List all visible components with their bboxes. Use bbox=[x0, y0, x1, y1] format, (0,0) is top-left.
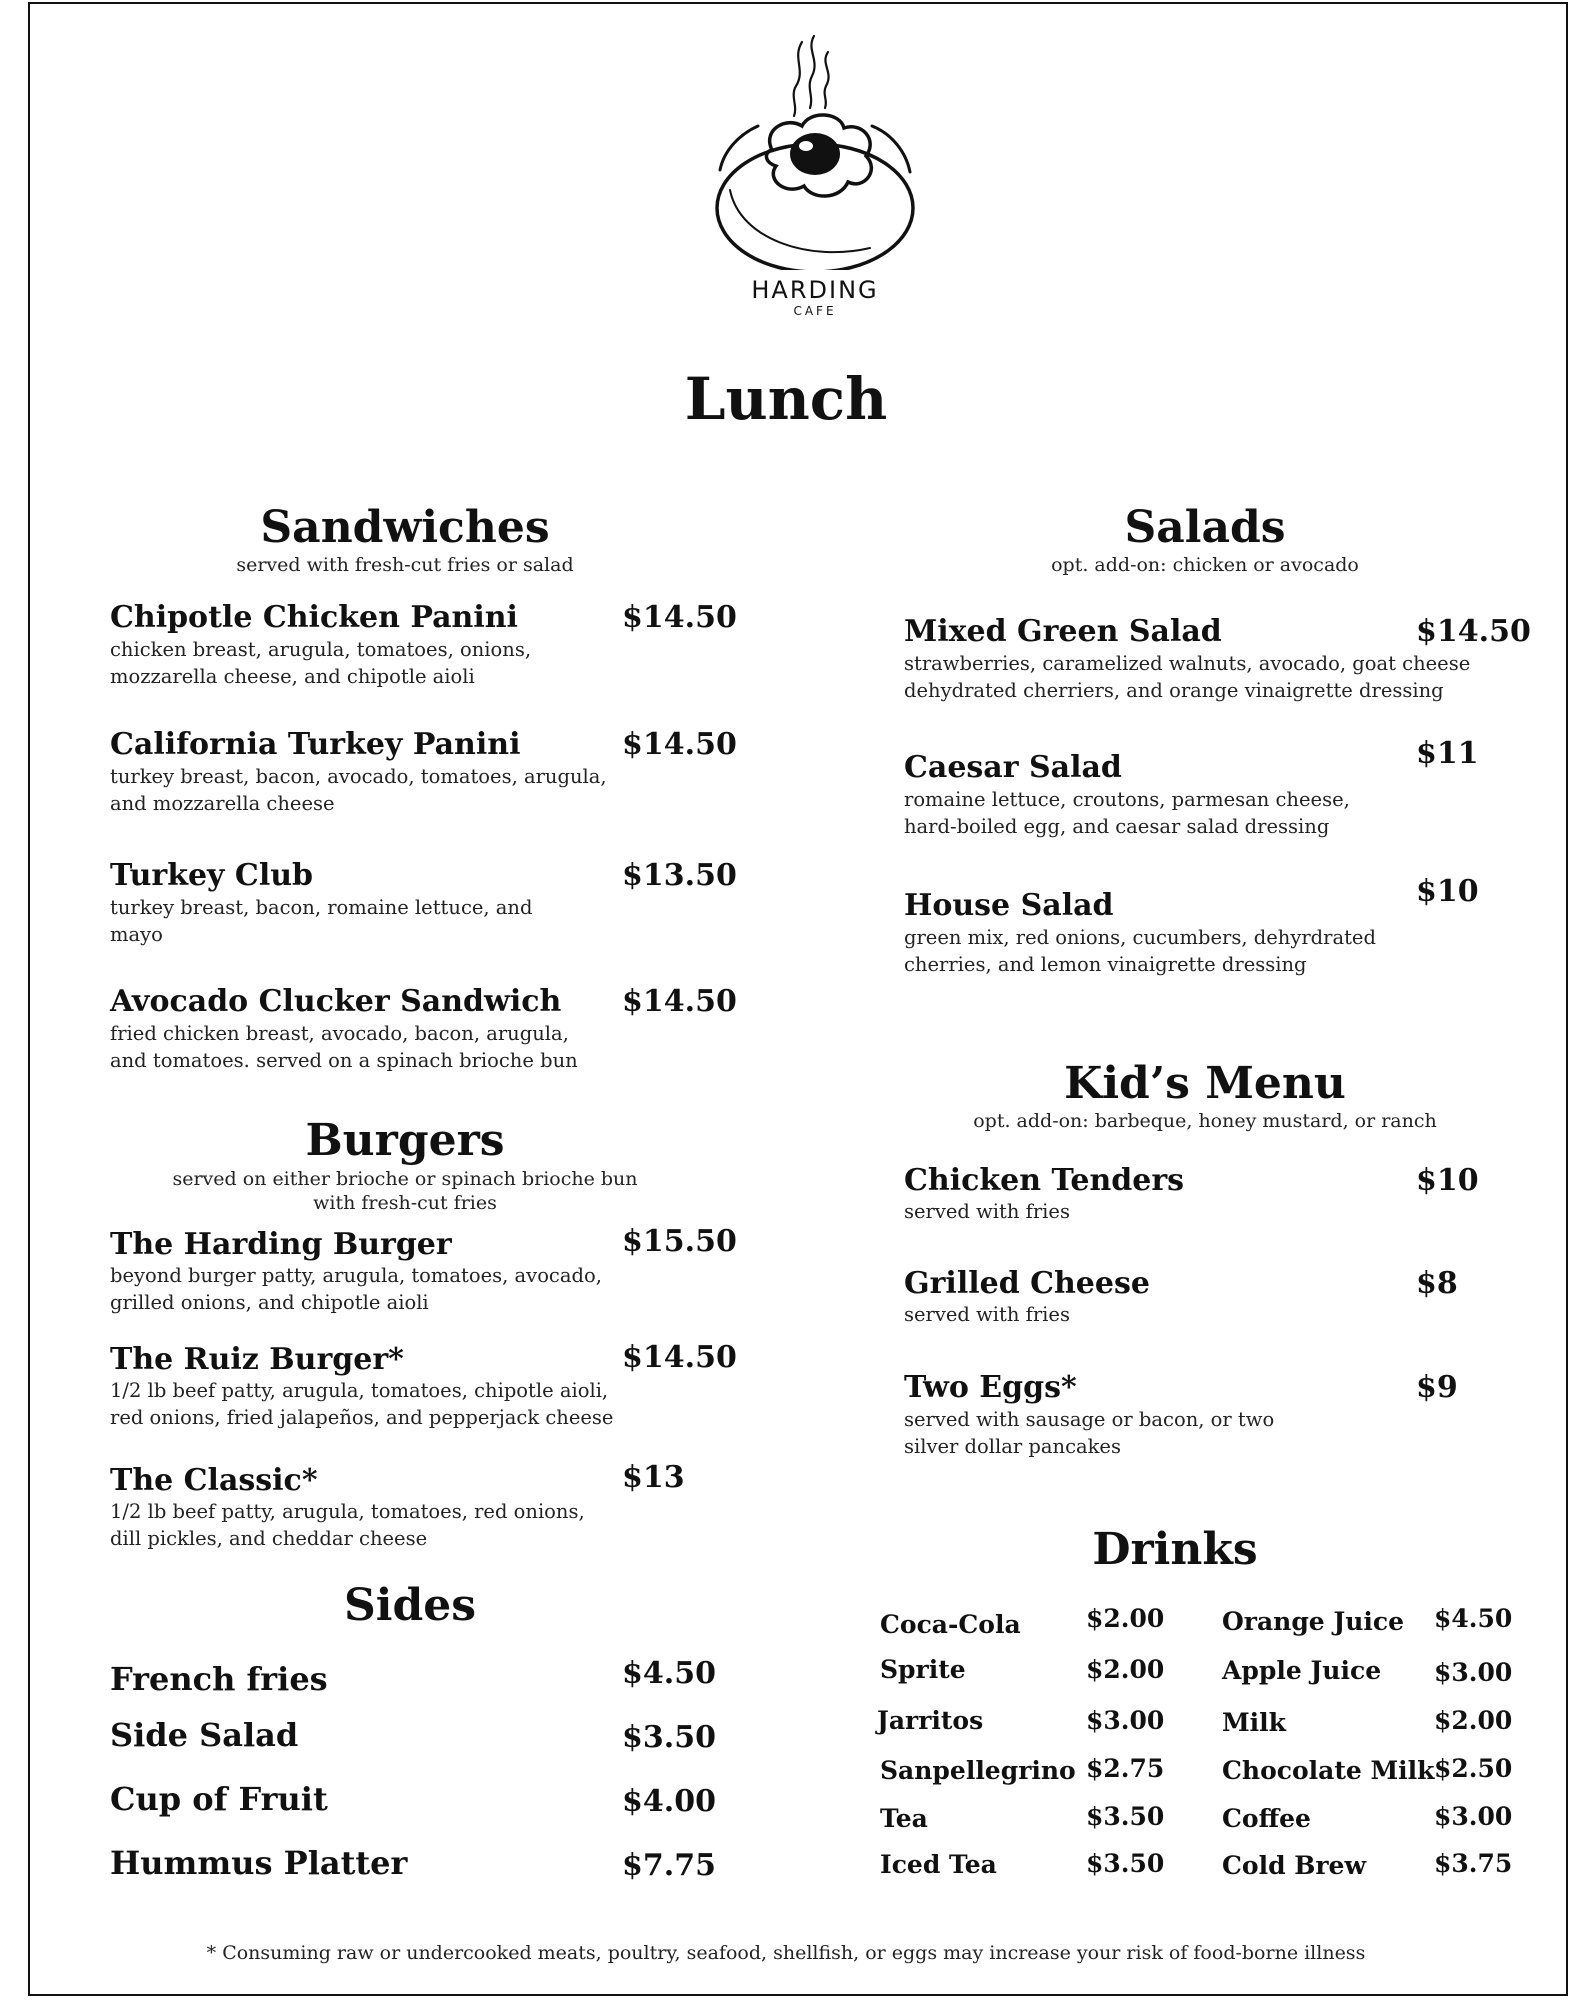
side-item-name: Cup of Fruit bbox=[110, 1780, 328, 1818]
menu-item-price: $10 bbox=[1416, 874, 1479, 909]
menu-item-desc: hard-boiled egg, and caesar salad dressing bbox=[904, 815, 1330, 838]
menu-item-price: $15.50 bbox=[622, 1224, 737, 1259]
menu-item-name: Caesar Salad bbox=[904, 750, 1122, 785]
menu-item-price: $9 bbox=[1416, 1370, 1458, 1405]
drink-name: Tea bbox=[880, 1804, 928, 1833]
menu-item-desc: 1/2 lb beef patty, arugula, tomatoes, red onions, bbox=[110, 1500, 585, 1523]
menu-item-name: The Ruiz Burger* bbox=[110, 1342, 404, 1377]
menu-item-desc: mozzarella cheese, and chipotle aioli bbox=[110, 665, 475, 688]
menu-item-price: $10 bbox=[1416, 1163, 1479, 1198]
menu-item-name: House Salad bbox=[904, 888, 1114, 923]
salads-note: opt. add-on: chicken or avocado bbox=[1051, 554, 1359, 576]
menu-item-desc: grilled onions, and chipotle aioli bbox=[110, 1291, 429, 1314]
menu-item-desc: silver dollar pancakes bbox=[904, 1435, 1121, 1458]
side-item-name: Hummus Platter bbox=[110, 1844, 408, 1882]
drink-price: $2.50 bbox=[1434, 1754, 1513, 1783]
menu-item-price: $14.50 bbox=[622, 727, 737, 762]
menu-item-name: California Turkey Panini bbox=[110, 727, 521, 762]
drink-price: $2.00 bbox=[1434, 1706, 1513, 1735]
menu-item-name: Mixed Green Salad bbox=[904, 614, 1222, 649]
menu-item-price: $14.50 bbox=[622, 984, 737, 1019]
menu-item-name: The Classic* bbox=[110, 1463, 318, 1498]
menu-item-price: $8 bbox=[1416, 1266, 1458, 1301]
side-item-price: $3.50 bbox=[622, 1720, 716, 1755]
side-item-price: $4.00 bbox=[622, 1784, 716, 1819]
menu-item-desc: turkey breast, bacon, romaine lettuce, and bbox=[110, 896, 533, 919]
menu-item-name: Two Eggs* bbox=[904, 1370, 1077, 1405]
sandwiches-title: Sandwiches bbox=[260, 502, 550, 553]
drink-name: Milk bbox=[1222, 1708, 1286, 1737]
menu-item-name: Turkey Club bbox=[110, 858, 313, 893]
side-item-price: $7.75 bbox=[622, 1848, 716, 1883]
drink-price: $2.00 bbox=[1086, 1655, 1165, 1684]
menu-item-price: $14.50 bbox=[1416, 614, 1531, 649]
menu-item-price: $14.50 bbox=[622, 600, 737, 635]
side-item-name: Side Salad bbox=[110, 1716, 299, 1754]
drink-price: $3.00 bbox=[1434, 1658, 1513, 1687]
menu-item-desc: and mozzarella cheese bbox=[110, 792, 335, 815]
menu-item-name: Avocado Clucker Sandwich bbox=[110, 984, 562, 1019]
menu-item-desc: green mix, red onions, cucumbers, dehyrdrated bbox=[904, 926, 1376, 949]
menu-item-desc: beyond burger patty, arugula, tomatoes, avocado, bbox=[110, 1264, 602, 1287]
menu-item-desc: fried chicken breast, avocado, bacon, arugula, bbox=[110, 1022, 569, 1045]
menu-item-desc: 1/2 lb beef patty, arugula, tomatoes, chipotle aioli, bbox=[110, 1379, 609, 1402]
drink-price: $4.50 bbox=[1434, 1604, 1513, 1633]
menu-item-desc: romaine lettuce, croutons, parmesan cheese, bbox=[904, 788, 1350, 811]
drink-name: Orange Juice bbox=[1222, 1607, 1405, 1636]
fried-egg-plate-icon bbox=[700, 30, 930, 270]
menu-title: Lunch bbox=[684, 365, 888, 433]
menu-item-desc: served with fries bbox=[904, 1200, 1070, 1223]
menu-item-name: Chipotle Chicken Panini bbox=[110, 600, 518, 635]
menu-item-desc: and tomatoes. served on a spinach brioche bun bbox=[110, 1049, 578, 1072]
menu-item-name: Chicken Tenders bbox=[904, 1163, 1185, 1198]
drink-price: $3.00 bbox=[1434, 1802, 1513, 1831]
menu-item-price: $13 bbox=[622, 1460, 685, 1495]
menu-item-name: The Harding Burger bbox=[110, 1227, 452, 1262]
menu-item-desc: red onions, fried jalapeños, and pepperjack cheese bbox=[110, 1406, 614, 1429]
menu-item-price: $13.50 bbox=[622, 858, 737, 893]
drink-price: $3.50 bbox=[1086, 1802, 1165, 1831]
drink-price: $2.75 bbox=[1086, 1754, 1165, 1783]
cafe-logo bbox=[700, 30, 930, 320]
drink-name: Sanpellegrino bbox=[880, 1756, 1076, 1785]
drink-name: Iced Tea bbox=[880, 1850, 997, 1879]
menu-item-desc: mayo bbox=[110, 923, 163, 946]
kids-menu-note: opt. add-on: barbeque, honey mustard, or ranch bbox=[973, 1110, 1437, 1132]
menu-item-desc: turkey breast, bacon, avocado, tomatoes, arugula, bbox=[110, 765, 607, 788]
salads-title: Salads bbox=[1124, 502, 1286, 553]
burgers-note: served on either brioche or spinach brioche bun bbox=[172, 1168, 638, 1190]
menu-item-price: $11 bbox=[1416, 736, 1479, 771]
drink-name: Cold Brew bbox=[1222, 1851, 1366, 1880]
menu-item-desc: dehydrated cherriers, and orange vinaigrette dressing bbox=[904, 679, 1444, 702]
drink-name: Chocolate Milk bbox=[1222, 1756, 1435, 1785]
kids-menu-title: Kid’s Menu bbox=[1064, 1058, 1346, 1109]
menu-item-desc: cherries, and lemon vinaigrette dressing bbox=[904, 953, 1307, 976]
drink-name: Apple Juice bbox=[1222, 1656, 1382, 1685]
side-item-name: French fries bbox=[110, 1660, 328, 1698]
brand-name: HARDING bbox=[751, 276, 879, 304]
drink-price: $3.75 bbox=[1434, 1849, 1513, 1878]
drink-name: Jarritos bbox=[877, 1706, 984, 1735]
drink-price: $3.50 bbox=[1086, 1849, 1165, 1878]
menu-item-desc: served with sausage or bacon, or two bbox=[904, 1408, 1275, 1431]
menu-item-desc: chicken breast, arugula, tomatoes, onions, bbox=[110, 638, 532, 661]
menu-item-name: Grilled Cheese bbox=[904, 1266, 1150, 1301]
burgers-title: Burgers bbox=[305, 1115, 505, 1166]
side-item-price: $4.50 bbox=[622, 1656, 716, 1691]
brand-subtitle: CAFE bbox=[793, 304, 837, 318]
drinks-title: Drinks bbox=[1092, 1524, 1258, 1575]
drink-name: Coca-Cola bbox=[880, 1610, 1021, 1639]
sandwiches-note: served with fresh-cut fries or salad bbox=[236, 554, 574, 576]
burgers-note: with fresh-cut fries bbox=[313, 1192, 497, 1214]
menu-item-desc: dill pickles, and cheddar cheese bbox=[110, 1527, 428, 1550]
drink-price: $2.00 bbox=[1086, 1604, 1165, 1633]
food-safety-disclaimer: * Consuming raw or undercooked meats, poultry, seafood, shellfish, or eggs may increase your risk of food-borne illness bbox=[206, 1942, 1366, 1964]
menu-item-desc: strawberries, caramelized walnuts, avocado, goat cheese bbox=[904, 652, 1471, 675]
drink-name: Sprite bbox=[880, 1655, 966, 1684]
drink-price: $3.00 bbox=[1086, 1706, 1165, 1735]
drink-name: Coffee bbox=[1222, 1804, 1311, 1833]
sides-title: Sides bbox=[343, 1580, 477, 1631]
menu-item-desc: served with fries bbox=[904, 1303, 1070, 1326]
menu-item-price: $14.50 bbox=[622, 1340, 737, 1375]
